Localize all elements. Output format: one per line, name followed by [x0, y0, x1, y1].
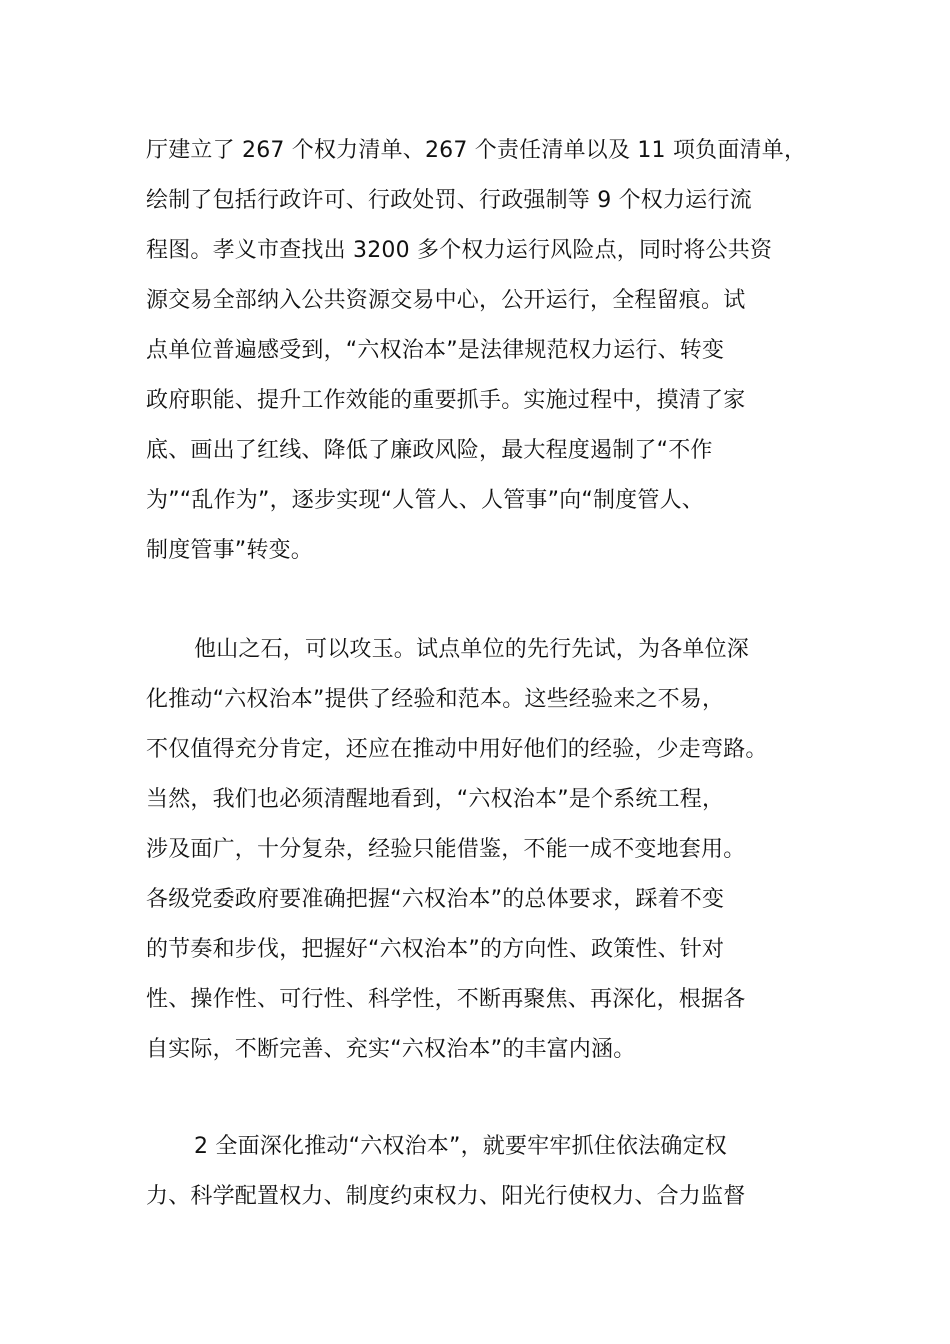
text-line: 绘制了包括行政许可、行政处罚、行政强制等 9 个权力运行流 — [146, 188, 752, 213]
text-line: 性、操作性、可行性、科学性，不断再聚焦、再深化，根据各 — [146, 987, 746, 1012]
text-line: 涉及面广，十分复杂，经验只能借鉴，不能一成不变地套用。 — [146, 837, 746, 862]
text-line: 他山之石，可以攻玉。试点单位的先行先试，为各单位深 — [194, 637, 750, 662]
text-line: 源交易全部纳入公共资源交易中心，公开运行，全程留痕。试 — [146, 288, 746, 313]
text-line: 2 全面深化推动“六权治本”，就要牢牢抓住依法确定权 — [194, 1134, 727, 1159]
paragraph-1 — [146, 126, 836, 576]
paragraph-3 — [146, 1122, 836, 1222]
text-line: 为”“乱作为”，逐步实现“人管人、人管事”向“制度管人、 — [146, 488, 704, 513]
text-line: 的节奏和步伐，把握好“六权治本”的方向性、政策性、针对 — [146, 937, 725, 962]
text-line: 程图。孝义市查找出 3200 多个权力运行风险点，同时将公共资 — [146, 238, 773, 263]
text-line: 底、画出了红线、降低了廉政风险，最大程度遏制了“不作 — [146, 438, 713, 463]
paragraph-2 — [146, 625, 836, 1075]
text-line: 各级党委政府要准确把握“六权治本”的总体要求，踩着不变 — [146, 887, 725, 912]
text-line: 化推动“六权治本”提供了经验和范本。这些经验来之不易， — [146, 687, 725, 712]
text-line: 制度管事”转变。 — [146, 538, 313, 563]
text-line: 力、科学配置权力、制度约束权力、阳光行使权力、合力监督 — [146, 1184, 746, 1209]
text-line: 当然，我们也必须清醒地看到，“六权治本”是个系统工程， — [146, 787, 725, 812]
text-line: 点单位普遍感受到，“六权治本”是法律规范权力运行、转变 — [146, 338, 725, 363]
text-line: 政府职能、提升工作效能的重要抓手。实施过程中，摸清了家 — [146, 388, 746, 413]
text-line: 不仅值得充分肯定，还应在推动中用好他们的经验，少走弯路。 — [146, 737, 768, 762]
text-line: 厅建立了 267 个权力清单、267 个责任清单以及 11 项负面清单， — [146, 138, 807, 163]
text-line: 自实际，不断完善、充实“六权治本”的丰富内涵。 — [146, 1037, 636, 1062]
